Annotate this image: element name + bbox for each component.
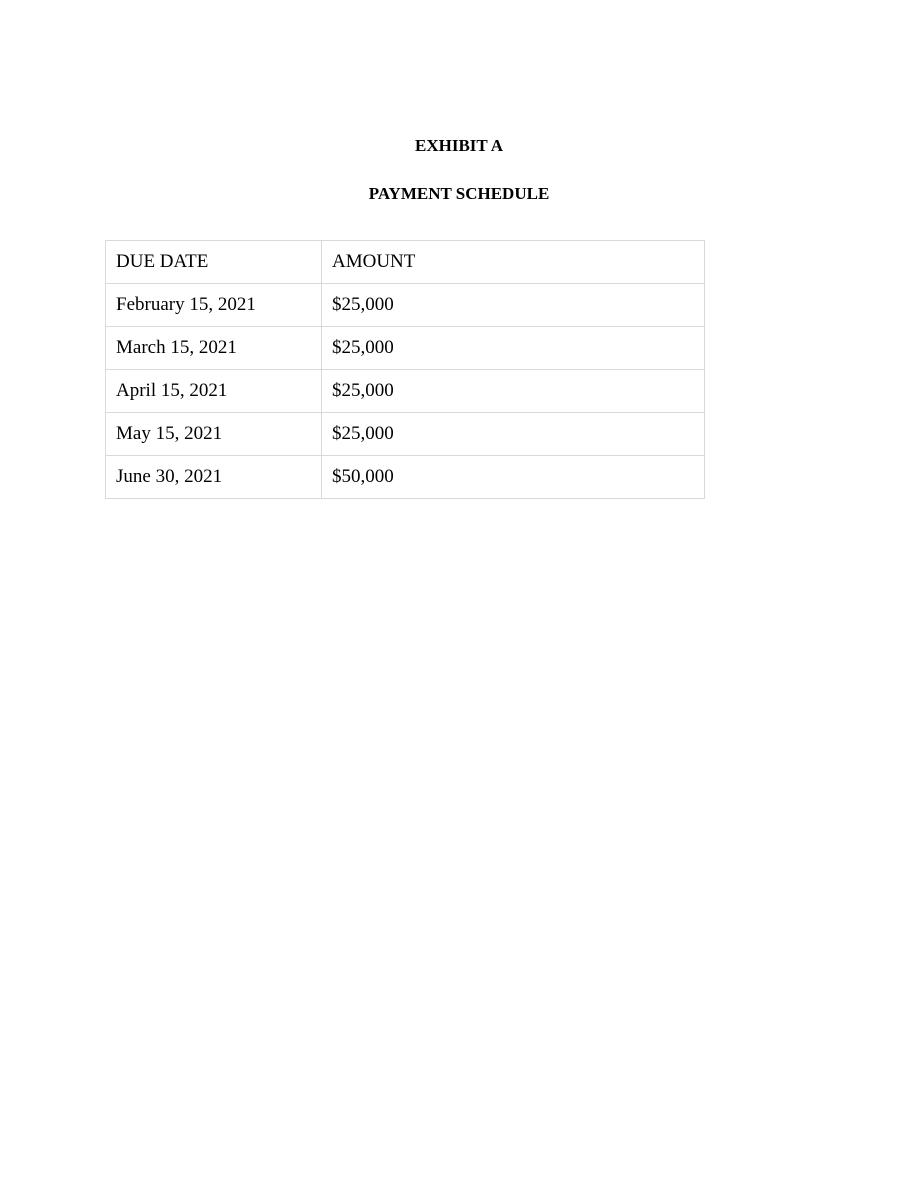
payment-schedule-table xyxy=(105,240,705,499)
table-row xyxy=(106,456,705,499)
due-date-cell: May 15, 2021 xyxy=(106,413,322,456)
due-date-cell: April 15, 2021 xyxy=(106,370,322,413)
due-date-cell: March 15, 2021 xyxy=(106,327,322,370)
header-due-date: DUE DATE xyxy=(106,241,322,284)
payment-schedule-title: PAYMENT SCHEDULE xyxy=(368,184,550,203)
header-amount: AMOUNT xyxy=(322,241,705,284)
table-row xyxy=(106,370,705,413)
table-row xyxy=(106,327,705,370)
due-date-cell: February 15, 2021 xyxy=(106,284,322,327)
amount-cell: $50,000 xyxy=(322,456,705,499)
amount-cell: $25,000 xyxy=(322,413,705,456)
table-header-row xyxy=(106,241,705,284)
amount-cell: $25,000 xyxy=(322,327,705,370)
table-row xyxy=(106,413,705,456)
table-row xyxy=(106,284,705,327)
due-date-cell: June 30, 2021 xyxy=(106,456,322,499)
exhibit-title: EXHIBIT A xyxy=(414,136,504,155)
amount-cell: $25,000 xyxy=(322,370,705,413)
amount-cell: $25,000 xyxy=(322,284,705,327)
